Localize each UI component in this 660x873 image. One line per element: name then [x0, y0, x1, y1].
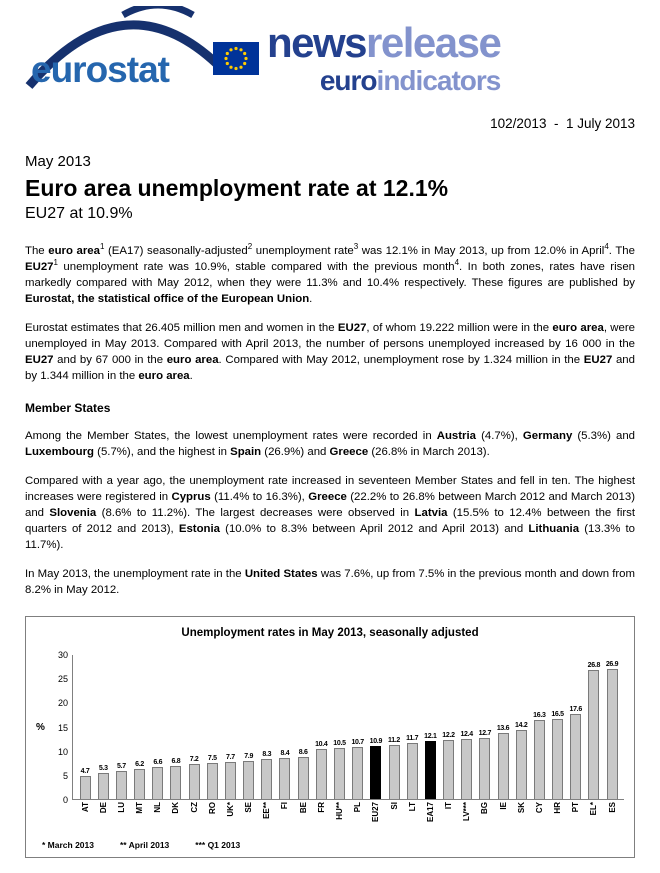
x-axis-label: BE — [298, 802, 308, 814]
bar — [588, 670, 599, 800]
euroindicators-wordmark — [320, 67, 501, 95]
x-axis-label: LT — [407, 802, 417, 812]
bar-column-CZ — [185, 756, 203, 799]
bar-column-IE — [494, 725, 512, 799]
bar-value-label: 10.5 — [333, 740, 346, 748]
y-axis — [52, 650, 72, 805]
bar-value-label: 8.6 — [298, 749, 308, 757]
x-axis-label: SK — [516, 802, 526, 814]
bar-column-AT — [76, 768, 94, 799]
bar-column-PT — [567, 706, 585, 799]
x-axis-label: PL — [353, 802, 363, 813]
bar — [443, 740, 454, 799]
bar — [352, 747, 363, 799]
bar — [370, 746, 381, 799]
x-axis-label: NL — [153, 802, 163, 813]
bar — [152, 767, 163, 799]
chart-footnote: ** April 2013 — [119, 840, 170, 850]
bar — [461, 739, 472, 799]
bar-column-DK — [167, 758, 185, 799]
x-axis-label: UK* — [225, 802, 235, 817]
bar-value-label: 26.9 — [605, 661, 619, 668]
bar-column-EA17 — [421, 733, 439, 800]
subheadline: EU27 at 10.9% — [25, 205, 133, 222]
eurostat-logo-text: eurostat — [31, 49, 169, 90]
x-axis-label: CZ — [189, 802, 199, 813]
bar-value-label: 17.6 — [569, 705, 582, 713]
eurostat-logo — [25, 6, 261, 102]
x-axis-label: DE — [98, 802, 108, 814]
bar-value-label: 10.4 — [315, 740, 328, 748]
x-axis-label: IT — [444, 802, 454, 810]
chart-title: Unemployment rates in May 2013, seasonally adjusted — [181, 627, 479, 639]
bar-value-label: 10.9 — [369, 738, 383, 746]
bar — [425, 741, 436, 800]
newsrelease-bold-text: news — [267, 19, 367, 66]
bar-value-label: 16.3 — [533, 712, 546, 720]
y-tick-label: 25 — [57, 674, 68, 685]
y-tick-label: 15 — [57, 722, 68, 733]
bar-value-label: 7.5 — [207, 754, 217, 762]
bar-column-MT — [131, 761, 149, 799]
x-axis-label: ES — [607, 802, 617, 813]
newsrelease-wordmark — [267, 19, 501, 66]
bar-value-label: 6.6 — [153, 759, 163, 767]
paragraph-1: The euro area$^1$ (EA17) seasonally-adjusted$^2$ unemployment rate$^3$ was 12.1% in May 2013, up from 12.0% in April$^4$. The $EU27^1$ unemployment rate was 10.9%, stable compared with the previous month$^4$. In both zones, rates have risen markedly compared with May 2012, when they were 11.3% and 10.4% respectively. These figures are published by Eurostat, the statistical office of the European Union. — [25, 242, 635, 305]
period-label: May 2013 — [25, 153, 91, 170]
bar — [243, 761, 254, 799]
x-axis-label: EA17 — [425, 802, 435, 823]
paragraph-3: Among the Member States, the lowest unemployment rates were recorded in Austria (4.7%), Germany (5.3%) and Luxembourg (5.7%), and the highest in Spain (26.9%) and Greece (26.8% in March 2013). — [25, 430, 636, 458]
y-tick-label: 30 — [57, 650, 68, 660]
bar-column-HR — [548, 711, 566, 799]
bar-column-RO — [203, 755, 221, 799]
bar-value-label: 12.1 — [424, 732, 437, 740]
x-axis-label: PT — [571, 802, 581, 813]
bar-column-DE — [94, 765, 112, 799]
bar-column-EE — [258, 751, 276, 799]
bar-column-LU — [112, 763, 130, 799]
bar-value-label: 13.6 — [496, 725, 510, 733]
bar-value-label: 4.7 — [80, 768, 90, 776]
paragraph-5: In May 2013, the unemployment rate in the United States was 7.6%, up from 7.5% in the previous month and down from 8.2% in May 2012. — [25, 568, 636, 596]
bar — [479, 738, 490, 799]
chart-footnote: * March 2013 — [42, 840, 94, 850]
x-axis-label: EE** — [262, 802, 272, 819]
x-axis-label: FR — [316, 802, 326, 813]
bars-container — [72, 655, 624, 800]
plot-column — [72, 655, 624, 840]
bar-column-EU27 — [367, 738, 385, 799]
x-axis-labels — [73, 800, 624, 840]
bar — [498, 733, 509, 799]
x-axis-label: EL* — [589, 802, 599, 816]
bar-column-SI — [385, 737, 403, 799]
bar-column-SK — [512, 722, 530, 799]
x-axis-label: HU** — [334, 802, 344, 820]
bar-value-label: 16.5 — [551, 711, 564, 719]
bar-column-BE — [294, 749, 312, 799]
bar — [407, 743, 418, 800]
bar — [334, 748, 345, 799]
bar-column-SE — [240, 753, 258, 799]
bar-value-label: 11.7 — [406, 734, 419, 742]
bar-value-label: 12.4 — [460, 731, 473, 739]
x-axis-label: IE — [498, 802, 508, 810]
bar-value-label: 12.7 — [478, 729, 492, 737]
bar-column-FI — [276, 750, 294, 799]
headline: Euro area unemployment rate at 12.1% — [25, 175, 449, 201]
bar — [516, 730, 527, 799]
euroindicators-bold-text: euro — [319, 65, 377, 96]
bar-column-EL — [585, 662, 603, 800]
bar-value-label: 7.7 — [226, 753, 235, 761]
section-heading-member-states: Member States — [25, 401, 111, 415]
bar — [534, 720, 545, 799]
bar — [552, 719, 563, 799]
y-tick-label: 10 — [57, 746, 68, 757]
euroindicators-light-text: indicators — [376, 65, 501, 96]
wordmark-block — [267, 6, 500, 95]
bar-value-label: 12.2 — [442, 732, 455, 739]
x-axis-label: LV*** — [462, 802, 472, 821]
x-axis-label: RO — [207, 802, 217, 814]
bar — [298, 757, 309, 799]
bar-column-NL — [149, 759, 167, 799]
paragraph-2: Eurostat estimates that 26.405 million men and women in the EU27, of whom 19.222 million were in the euro area, were unemployed in May 2013. Compared with April 2013, the number of persons unemployed increased by 16 000 in the EU27 and by 67 000 in the euro area. Compared with May 2012, unemployment rose by 1.324 million in the EU27 and by 1.344 million in the euro area. — [25, 322, 635, 382]
unemployment-chart — [25, 616, 635, 858]
issue-line: 102/2013 - 1 July 2013 — [490, 116, 635, 131]
bar — [316, 749, 327, 799]
bar-value-label: 7.2 — [189, 756, 199, 764]
header — [25, 6, 635, 102]
bar-column-LV — [458, 731, 476, 799]
bar — [134, 769, 145, 799]
bar-value-label: 6.2 — [135, 761, 145, 768]
bar-column-LT — [403, 735, 421, 800]
newsrelease-light-text: release — [366, 19, 501, 66]
bar-column-PL — [349, 739, 367, 799]
bar — [607, 669, 618, 799]
bar-value-label: 26.8 — [587, 661, 601, 669]
y-tick-label: 0 — [62, 795, 68, 805]
x-axis-label: MT — [135, 802, 145, 814]
x-axis-label: BG — [480, 802, 490, 814]
chart-plot-area — [36, 650, 624, 840]
bar — [80, 776, 91, 799]
x-axis-label: FI — [280, 802, 290, 810]
y-axis-title: % — [36, 722, 45, 733]
x-axis-label: HR — [553, 802, 563, 814]
chart-footnotes — [42, 840, 624, 850]
bar-column-BG — [476, 730, 494, 799]
bar-value-label: 11.2 — [387, 736, 401, 744]
bar-column-UK — [221, 754, 239, 799]
x-axis-label: SI — [389, 802, 399, 810]
bar — [225, 762, 236, 799]
bar — [116, 771, 127, 799]
paragraph-4: Compared with a year ago, the unemployment rate increased in seventeen Member States and fell in ten. The highest increases were registered in Cyprus (11.4% to 16.3%), Greece (22.2% to 26.8% between March 2012 and March 2013) and Slovenia (8.6% to 11.2%). The largest decreases were observed in Latvia (15.5% to 12.4% between the first quarters of 2012 and 2013), Estonia (10.0% to 8.3% between April 2012 and April 2013) and Lithuania (13.3% to 11.7%). — [25, 475, 636, 551]
bar-column-CY — [530, 712, 548, 799]
bar-value-label: 10.7 — [351, 739, 364, 747]
eu-flag-icon — [213, 42, 259, 75]
x-axis-label: CY — [534, 802, 544, 814]
bar — [570, 714, 581, 799]
bar-value-label: 7.9 — [244, 752, 254, 760]
bar-column-IT — [439, 732, 457, 799]
bar-value-label: 5.7 — [117, 763, 126, 771]
bar-column-ES — [603, 661, 621, 799]
bar-column-HU — [330, 740, 348, 799]
bar — [261, 759, 272, 799]
bar-value-label: 5.3 — [98, 765, 108, 773]
y-tick-label: 20 — [57, 698, 68, 709]
bar-value-label: 8.3 — [262, 750, 272, 758]
bar-value-label: 6.8 — [171, 758, 181, 766]
bar — [170, 766, 181, 799]
bar — [207, 763, 218, 799]
bar-column-FR — [312, 741, 330, 799]
bar — [279, 758, 290, 799]
x-axis-label: LU — [116, 802, 126, 813]
chart-footnote: *** Q1 2013 — [195, 840, 241, 850]
x-axis-label: SE — [244, 802, 254, 813]
bar-value-label: 8.4 — [280, 750, 290, 758]
bar — [389, 745, 400, 799]
y-tick-label: 5 — [62, 770, 68, 781]
logo-top-arc — [123, 6, 193, 15]
x-axis-label: EU27 — [371, 802, 381, 823]
body-text — [25, 243, 635, 598]
x-axis-label: AT — [80, 802, 90, 813]
x-axis-label: DK — [171, 802, 181, 814]
bar-value-label: 14.2 — [514, 722, 528, 730]
bar — [98, 773, 109, 799]
bar — [189, 764, 200, 799]
